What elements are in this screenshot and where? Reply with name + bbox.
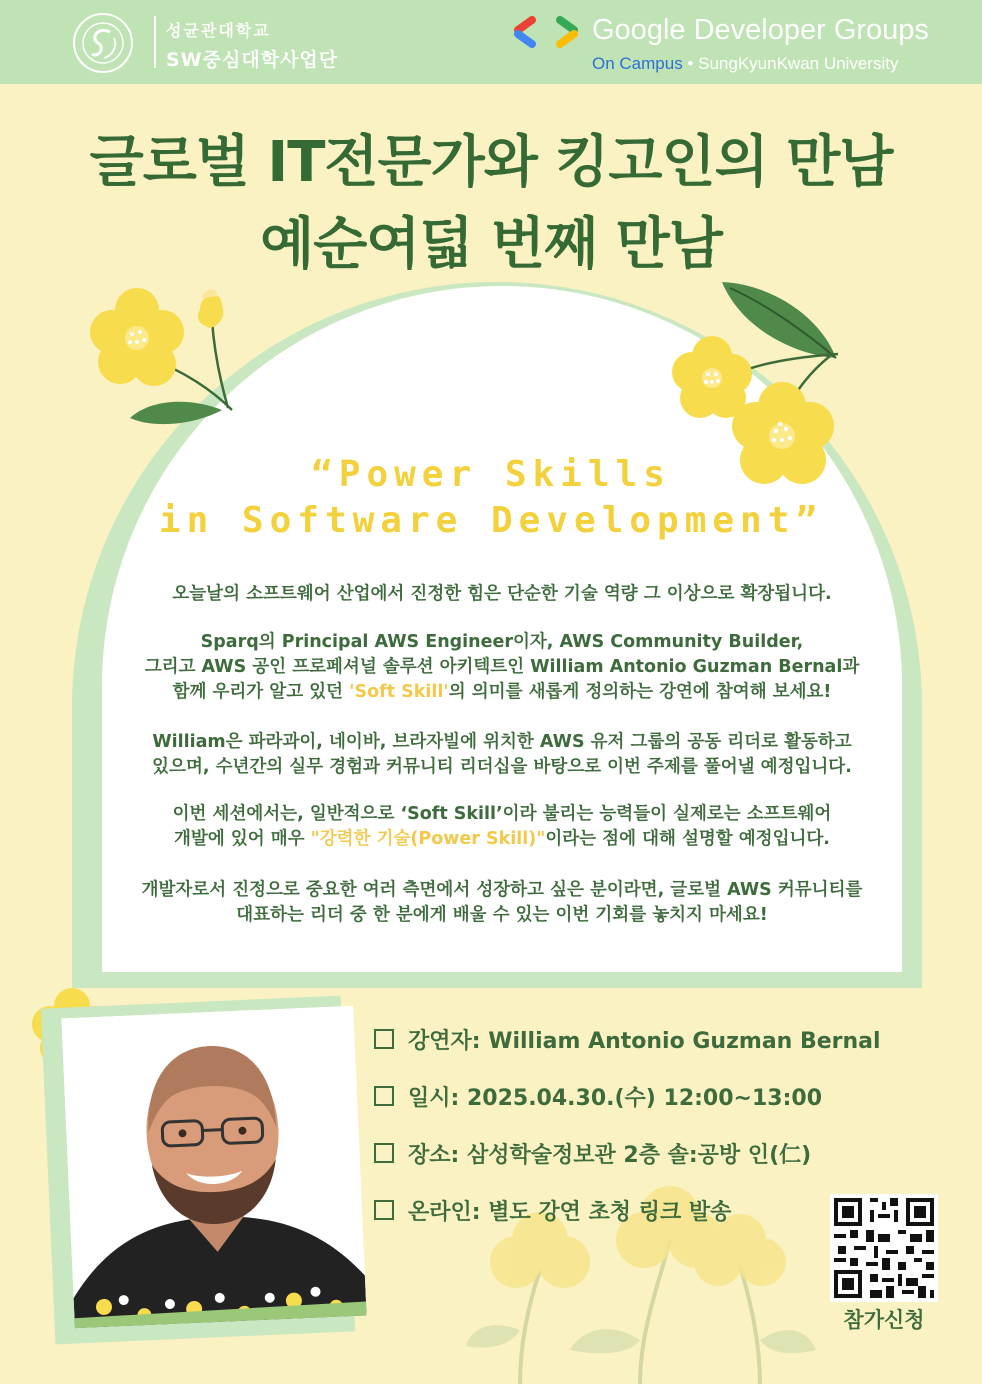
description-text: 이라는 점에 대해 설명할 예정입니다.: [545, 829, 830, 849]
description-line: Sparq의 Principal AWS Engineer이자, AWS Community Builder,: [200, 632, 804, 652]
description-line: [102, 827, 902, 852]
gdg-separator: •: [687, 54, 694, 73]
checkbox-icon: [374, 1143, 394, 1163]
description-text: 의 의미를 새롭게 정의하는 강연에 참여해 보세요!: [448, 682, 832, 702]
description-line: 그리고 AWS 공인 프로페셔널 솔루션 아키텍트인 William Antonio Guzman Bernal과: [144, 657, 860, 677]
university-name-line2: SW중심대학사업단: [166, 49, 339, 71]
description-paragraph-5: [102, 878, 902, 928]
gdg-logo-icon: [514, 16, 580, 50]
checkbox-icon: [374, 1086, 394, 1106]
flower-top-left-icon: [82, 280, 252, 430]
gdg-on-campus: On Campus: [592, 54, 683, 73]
info-location: [374, 1136, 811, 1170]
soft-skill-highlight: 'Soft Skill': [349, 682, 449, 702]
talk-title-line2: in Software Development”: [158, 500, 824, 541]
description-line: William은 파라과이, 네이바, 브라자빌에 위치한 AWS 유저 그룹의 공동 리더로 활동하고: [152, 732, 852, 752]
description-line: 이번 세션에서는, 일반적으로 ‘Soft Skill’이라 불리는 능력들이 실제로는 소프트웨어: [172, 804, 832, 824]
speaker-photo: [61, 1006, 366, 1328]
description-line: 있으며, 수년간의 실무 경험과 커뮤니티 리더십을 바탕으로 이번 주제를 풀어낼 예정입니다.: [152, 757, 852, 777]
info-speaker-text: 강연자: William Antonio Guzman Bernal: [408, 1028, 881, 1054]
gdg-title: Google Developer Groups: [592, 14, 929, 46]
university-name: [166, 18, 338, 72]
registration-label[interactable]: 참가신청: [843, 1308, 925, 1332]
speaker-portrait-icon: [61, 1006, 366, 1328]
info-datetime: [374, 1079, 822, 1113]
info-online-text: 온라인: 별도 강연 초청 링크 발송: [408, 1199, 732, 1225]
description-paragraph-4: [102, 802, 902, 852]
checkbox-icon: [374, 1029, 394, 1049]
gdg-university: SungKyunKwan University: [698, 54, 899, 73]
university-name-line1: 성균관대학교: [166, 21, 271, 40]
power-skill-highlight: "강력한 기술(Power Skill)": [310, 829, 546, 849]
description-line: [102, 680, 902, 705]
description-line: 오늘날의 소프트웨어 산업에서 진정한 힘은 단순한 기술 역량 그 이상으로 확장됩니다.: [172, 584, 832, 604]
description-line: 대표하는 리더 중 한 분에게 배울 수 있는 이번 기회를 놓치지 마세요!: [236, 905, 768, 925]
description-paragraph-1: [102, 582, 902, 607]
gdg-subtitle: [592, 54, 898, 74]
info-location-text: 장소: 삼성학술정보관 2층 솔:공방 인(仁): [408, 1142, 812, 1168]
registration-qr-code-icon[interactable]: [830, 1194, 938, 1302]
info-online: [374, 1193, 731, 1227]
talk-title-line1: “Power Skills: [311, 454, 671, 495]
description-paragraph-2: [102, 630, 902, 705]
description-line: 개발자로서 진정으로 중요한 여러 측면에서 성장하고 싶은 분이라면, 글로벌 AWS 커뮤니티를: [141, 880, 863, 900]
page-title-line1: 글로벌 IT전문가와 킹고인의 만남: [89, 130, 893, 195]
description-paragraph-3: [102, 730, 902, 780]
header-bar: [0, 0, 982, 84]
checkbox-icon: [374, 1200, 394, 1220]
info-datetime-text: 일시: 2025.04.30.(수) 12:00~13:00: [408, 1085, 823, 1111]
university-seal-icon: [68, 12, 138, 74]
page-title-line2: 예순여덟 번째 만남: [260, 212, 722, 277]
description-text: 함께 우리가 알고 있던: [172, 682, 350, 702]
header-divider: [154, 16, 156, 68]
description-text: 개발에 있어 매우: [174, 829, 311, 849]
info-speaker: [374, 1022, 881, 1056]
